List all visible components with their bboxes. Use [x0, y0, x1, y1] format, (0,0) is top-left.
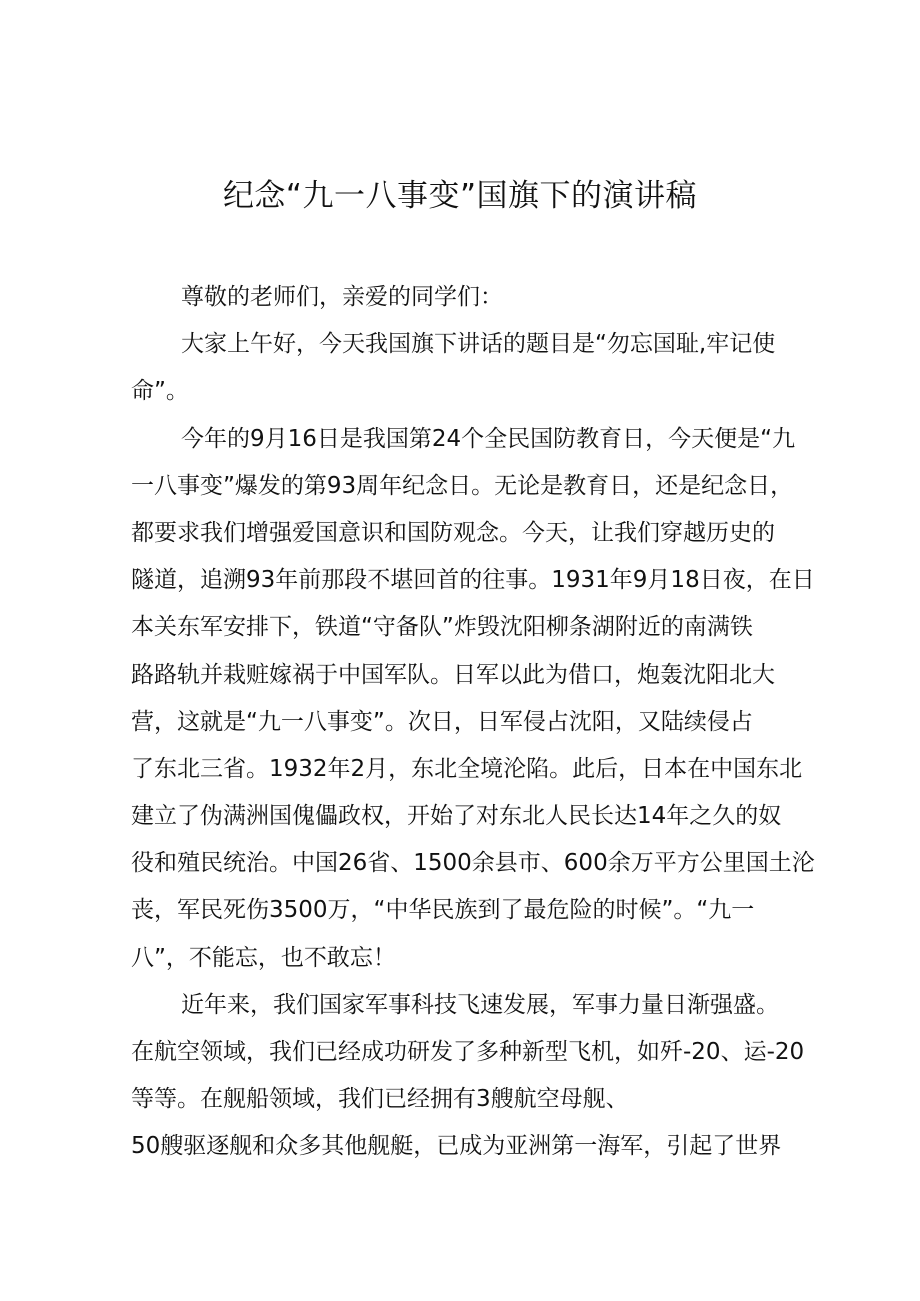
paragraph-line: 等等。在舰船领域，我们已经拥有3艘航空母舰、 [131, 1086, 629, 1113]
paragraph-line: 在航空领域，我们已经成功研发了多种新型飞机，如歼-20、运-20 [131, 1039, 805, 1065]
paragraph-line: 都要求我们增强爱国意识和国防观念。今天，让我们穿越历史的 [131, 519, 775, 546]
paragraph-line: 大家上午好，今天我国旗下讲话的题目是“勿忘国耻,牢记使 [181, 331, 776, 358]
greeting-line: 尊敬的老师们，亲爱的同学们： [181, 284, 503, 310]
paragraph-line: 命”。 [131, 378, 189, 405]
paragraph-line: 50艘驱逐舰和众多其他舰艇，已成为亚洲第一海军，引起了世界 [131, 1133, 782, 1160]
paragraph-line: 役和殖民统治。中国26省、1500余县市、600余万平方公里国土沦 [131, 850, 815, 877]
paragraph-line: 营，这就是“九一八事变”。次日，日军侵占沈阳，又陆续侵占 [131, 708, 753, 735]
paragraph-line: 了东北三省。1932年2月，东北全境沦陷。此后，日本在中国东北 [131, 755, 803, 782]
paragraph-line: 隧道，追溯93年前那段不堪回首的往事。1931年9月18日夜，在日 [131, 567, 815, 594]
paragraph-line: 丧，军民死伤3500万，“中华民族到了最危险的时候”。“九一 [131, 897, 755, 924]
document-body [131, 274, 815, 1171]
paragraph-line: 八”，不能忘，也不敢忘！ [131, 944, 396, 971]
paragraph-line: 建立了伪满洲国傀儡政权，开始了对东北人民长达14年之久的奴 [131, 803, 782, 830]
paragraph-line: 路路轨并栽赃嫁祸于中国军队。日军以此为借口，炮轰沈阳北大 [131, 661, 775, 688]
document-title: 纪念“九一八事变”国旗下的演讲稿 [222, 178, 698, 214]
paragraph-line: 今年的9月16日是我国第24个全民国防教育日，今天便是“九 [181, 425, 796, 452]
paragraph-line: 近年来，我们国家军事科技飞速发展，军事力量日渐强盛。 [181, 991, 779, 1018]
paragraph-line: 本关东军安排下，铁道“守备队”炸毁沈阳柳条湖附近的南满铁 [131, 614, 753, 641]
paragraph-line: 一八事变”爆发的第93周年纪念日。无论是教育日，还是纪念日， [131, 472, 794, 499]
